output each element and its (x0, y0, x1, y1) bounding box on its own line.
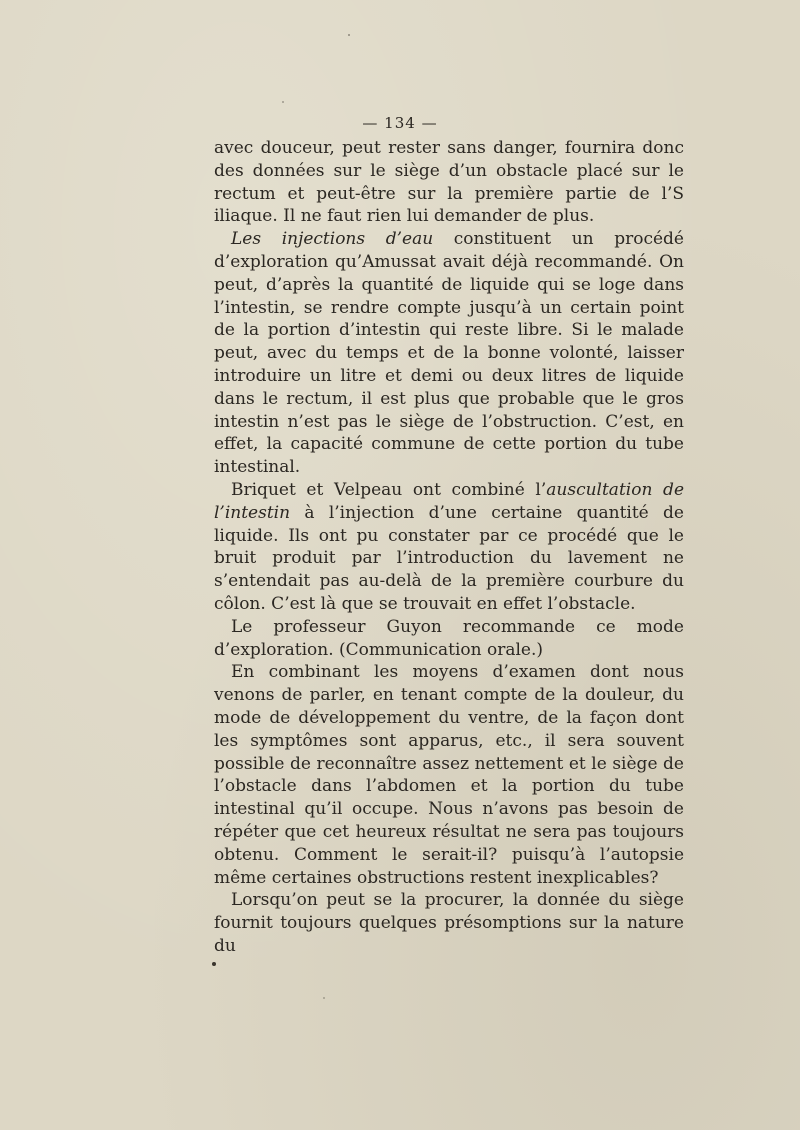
page-number: — 134 — (362, 114, 438, 132)
paragraph (214, 479, 684, 616)
text-segment: avec douceur, peut rester sans danger, fournira donc des données sur le siège d’un obstacle placé sur le rectum et peut-être sur la première partie de l’S iliaque. Il ne faut rien lui demander de plus. (214, 138, 684, 227)
text-segment: Briquet et Velpeau ont combiné l’ (231, 479, 547, 500)
ink-speck (282, 101, 284, 103)
text-segment: Le professeur Guyon recommande ce mode d’exploration. (Communication orale.) (214, 616, 684, 660)
text-segment-italic: Les injections d’eau (231, 229, 434, 250)
ink-speck (348, 34, 350, 36)
text-segment: constituent un procédé d’exploration qu’Amussat avait déjà recommandé. On peut, d’après la quantité de liquide qui se loge dans l’intestin, se rendre compte jusqu’à un certain point de la portion d’intestin qui reste libre. Si le malade peut, avec du temps et de la bonne volonté, laisser introduire un litre et demi ou deux litres de liquide dans le rectum, il est plus que probable que le gros intestin n’est pas le siège de l’obstruction. C’est, en effet, la capacité commune de cette portion du tube intestinal. (214, 229, 684, 478)
paragraph (214, 661, 684, 889)
ink-speck (323, 997, 325, 999)
ink-speck (212, 962, 216, 966)
text-segment-italic: auscultation de l’intestin (214, 479, 684, 523)
text-segment: Lorsqu’on peut se la procurer, la donnée du siège fournit toujours quelques présomptions sur la nature du (214, 890, 684, 956)
paragraph (214, 137, 684, 228)
text-segment: En combinant les moyens d’examen dont nous venons de parler, en tenant compte de la douleur, du mode de développement du ventre, de la façon dont les symptômes sont apparus, etc., il sera souvent possible de reconnaître assez nettement et le siège de l’obstacle dans l’abdomen et la portion du tube intestinal qu’il occupe. Nous n’avons pas besoin de répéter que cet heureux résultat ne sera pas toujours obtenu. Comment le serait-il? puisqu’à l’autopsie même certaines obstructions restent inexplicables? (214, 662, 684, 888)
body-text (214, 137, 684, 958)
paragraph (214, 889, 684, 957)
paragraph (214, 616, 684, 662)
paragraph (214, 228, 684, 479)
text-segment: à l’injection d’une certaine quantité de liquide. Ils ont pu constater par ce procédé que le bruit produit par l’introduction du lavement ne s’entendait pas au-delà de la première courbure du côlon. C’est là que se trouvait en effet l’obstacle. (214, 502, 684, 614)
